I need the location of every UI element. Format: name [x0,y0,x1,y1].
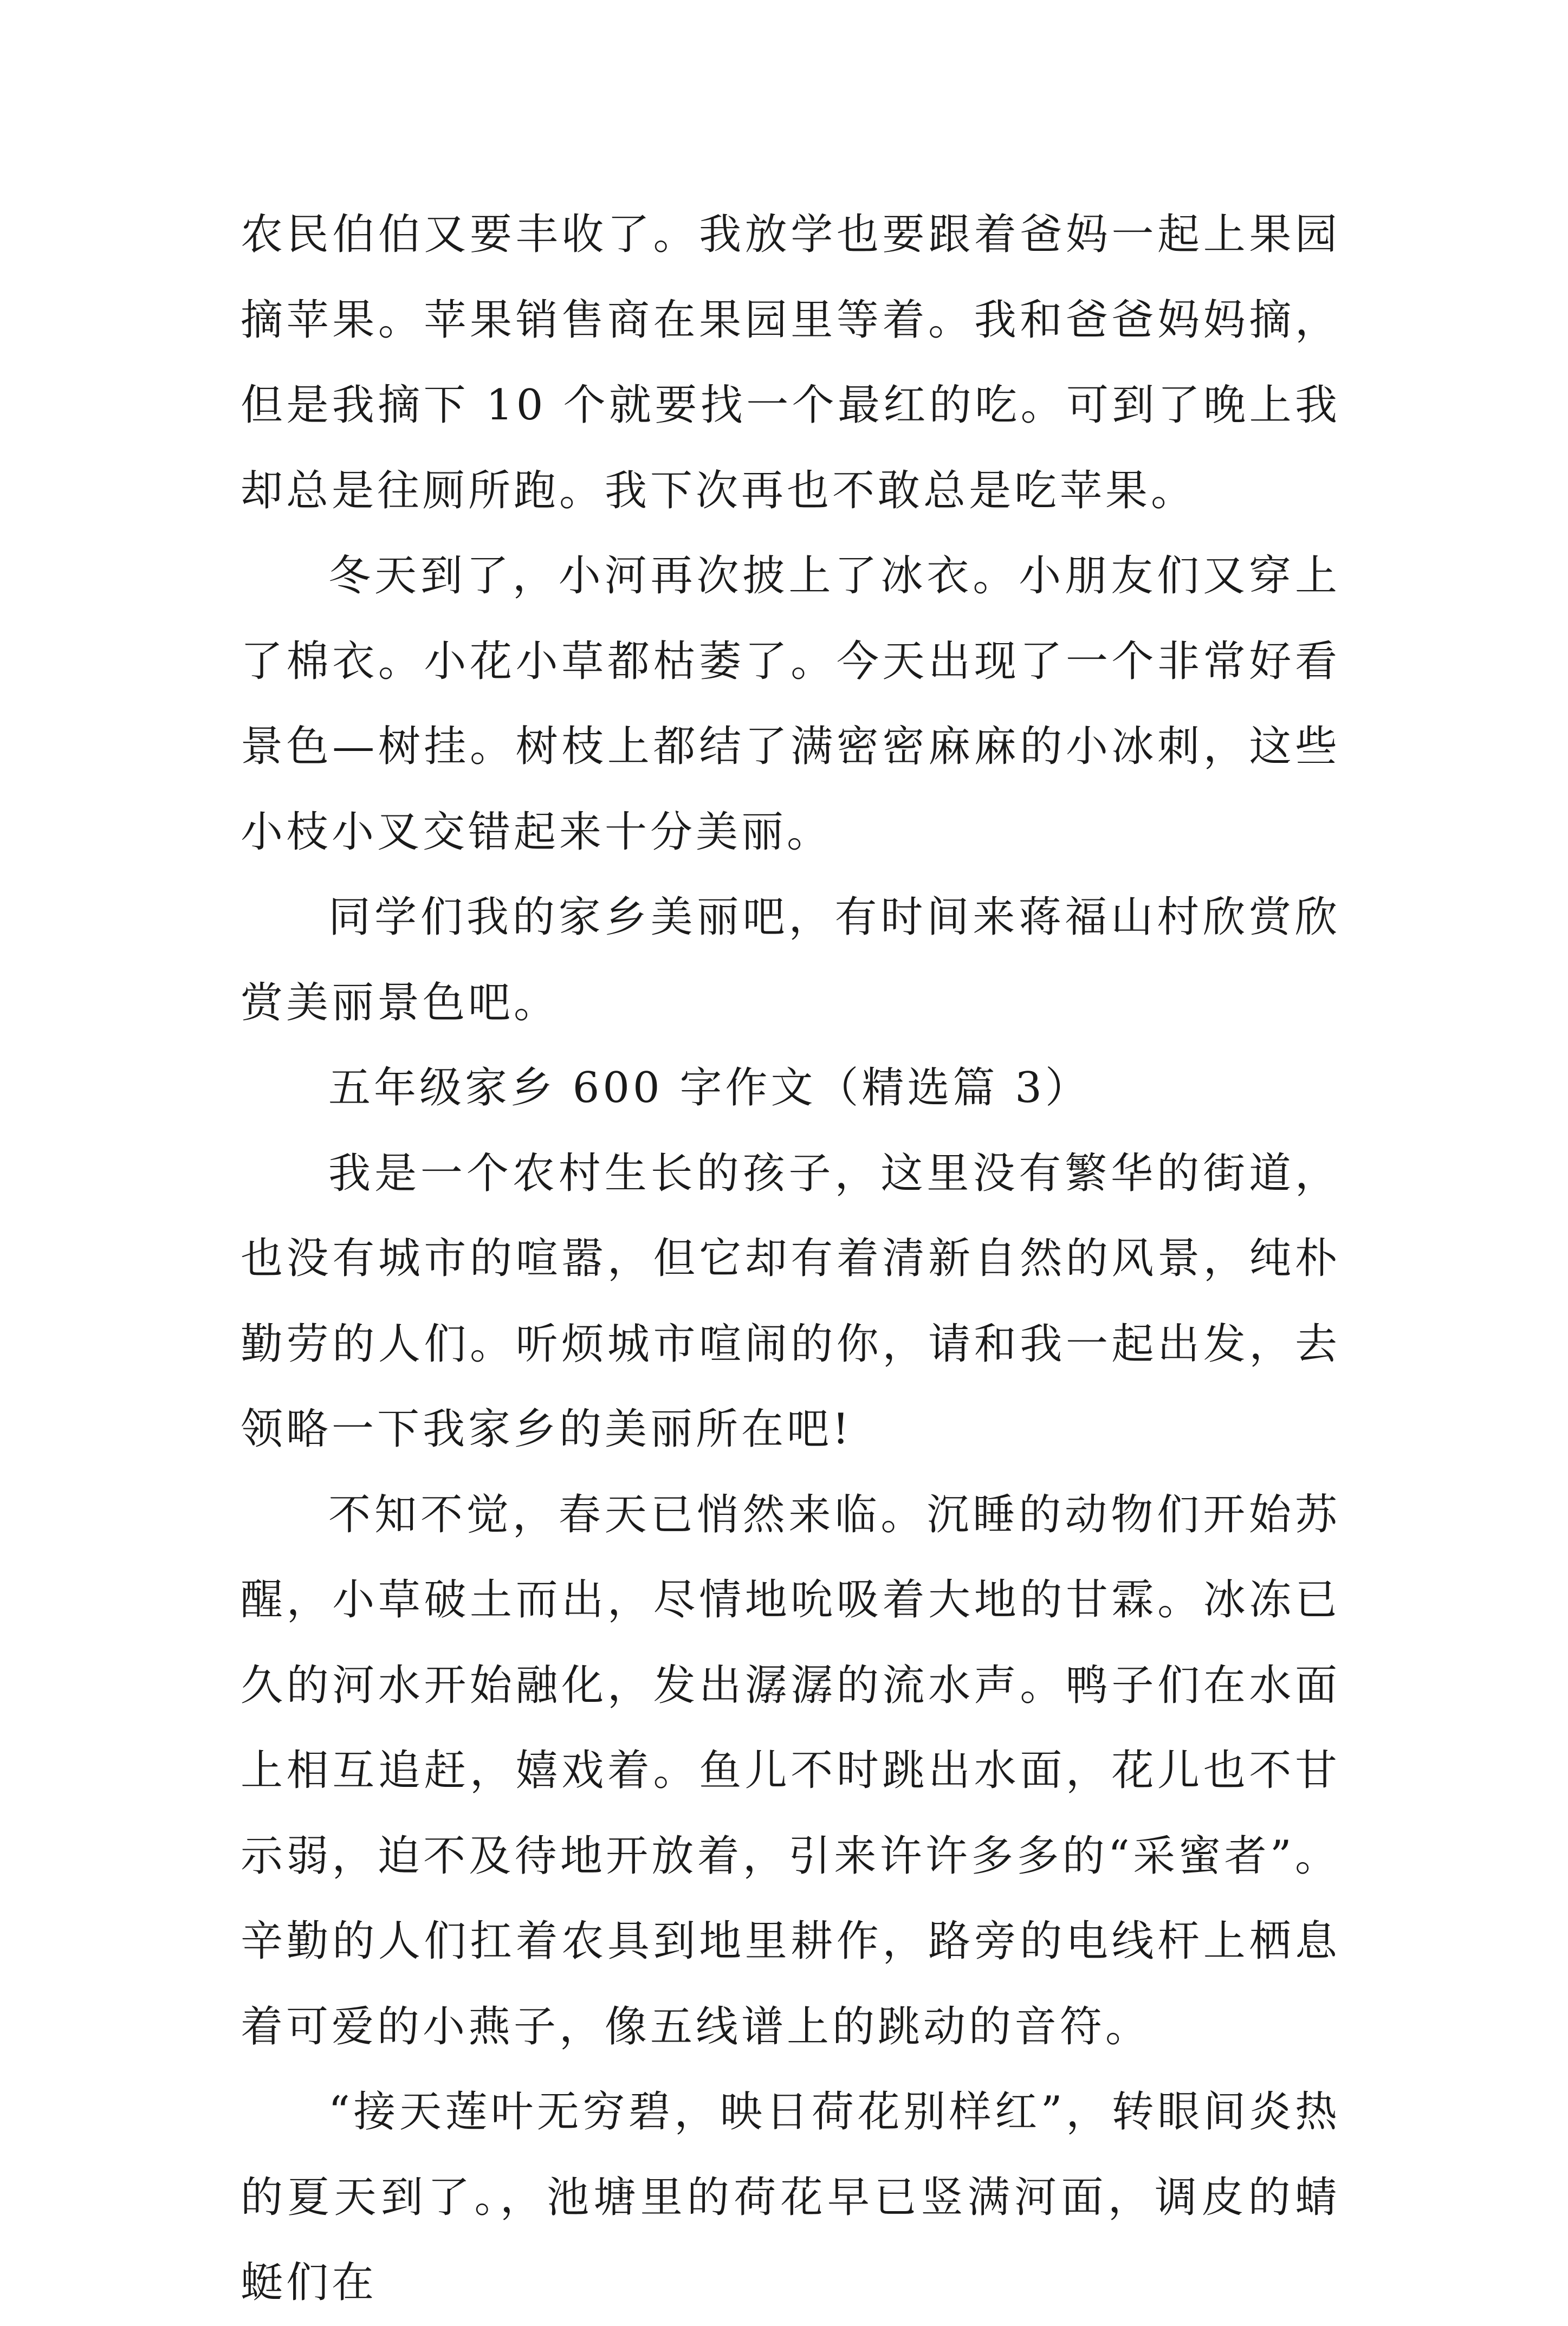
paragraph-2: 冬天到了，小河再次披上了冰衣。小朋友们又穿上了棉衣。小花小草都枯萎了。今天出现了一个非常好看景色—树挂。树枝上都结了满密密麻麻的小冰刺，这些小枝小叉交错起来十分美丽。 [241,552,1340,857]
paragraph-6: “接天莲叶无穷碧，映日荷花别样红”，转眼间炎热的夏天到了。，池塘里的荷花早已竖满河面，调皮的蜻蜓们在 [241,2088,1340,2307]
document-body [241,192,1340,2326]
paragraph-1: 农民伯伯又要丰收了。我放学也要跟着爸妈一起上果园摘苹果。苹果销售商在果园里等着。我和爸爸妈妈摘，但是我摘下 10 个就要找一个最红的吃。可到了晚上我却总是往厕所跑。我下次再也不敢总是吃苹果。 [241,210,1340,515]
paragraph-3: 同学们我的家乡美丽吧，有时间来蒋福山村欣赏欣赏美丽景色吧。 [241,893,1340,1027]
paragraph-4: 我是一个农村生长的孩子，这里没有繁华的街道，也没有城市的喧嚣，但它却有着清新自然的风景，纯朴勤劳的人们。听烦城市喧闹的你，请和我一起出发，去领略一下我家乡的美丽所在吧! [241,1149,1340,1454]
section-heading: 五年级家乡 600 字作文（精选篇 3） [328,1064,1091,1112]
paragraph-5: 不知不觉，春天已悄然来临。沉睡的动物们开始苏醒，小草破土而出，尽情地吮吸着大地的甘霖。冰冻已久的河水开始融化，发出潺潺的流水声。鸭子们在水面上相互追赶，嬉戏着。鱼儿不时跳出水面，花儿也不甘示弱，迫不及待地开放着，引来许许多多的“采蜜者”。辛勤的人们扛着农具到地里耕作，路旁的电线杆上栖息着可爱的小燕子，像五线谱上的跳动的音符。 [241,1490,1340,2051]
